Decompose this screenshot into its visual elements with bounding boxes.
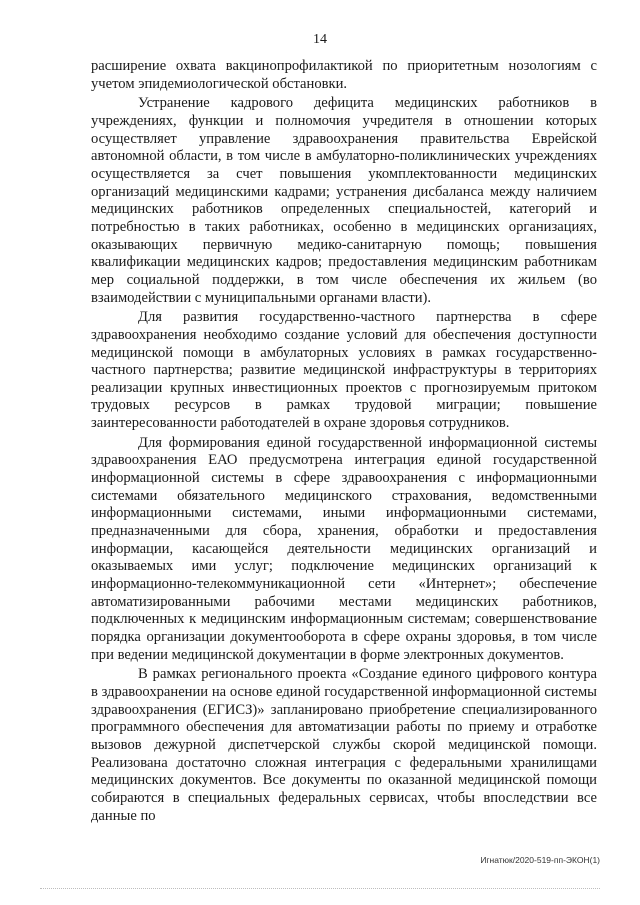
scan-edge-line [40,888,600,889]
document-body [91,58,597,825]
page-number: 14 [313,32,327,47]
paragraph-staffing: Устранение кадрового дефицита медицинских работников в учреждениях, функции и полномочия учредителя в отношении которых осуществляет управление здравоохранения правительства Еврейской автономной области, в том числе в амбулаторно-поликлинических учреждениях осуществляется за счет повышения укомплектованности медицинских организаций медицинскими кадрами; устранения дисбаланса между наличием медицинских работников определенных специальностей, категорий и потребностью в таких работниках, особенно в медицинских организациях, оказывающих первичную медико-санитарную помощь; повышения квалификации медицинских кадров; предоставления медицинским работникам мер социальной поддержки, в том числе обеспечения их жильем (во взаимодействии с муниципальными органами власти). [91,95,597,306]
paragraph-continuation: расширение охвата вакцинопрофилактикой по приоритетным нозологиям с учетом эпидемиологической обстановки. [91,58,597,92]
paragraph-digital-contour: В рамках регионального проекта «Создание единого цифрового контура в здравоохранении на основе единой государственной информационной системы здравоохранения (ЕГИСЗ)» запланировано приобретение специализированного программного обеспечения для автоматизации работы по приему и отработке вызовов дежурной диспетчерской службы скорой медицинской помощи. Реализована достаточно сложная интеграция с федеральными хранилищами медицинских документов. Все документы по оказанной медицинской помощи собираются в специальных федеральных сервисах, чтобы впоследствии все данные по [91,666,597,824]
paragraph-public-private-partnership: Для развития государственно-частного партнерства в сфере здравоохранения необходимо создание условий для обеспечения доступности медицинской помощи в амбулаторных условиях в рамках государственно-частного партнерства; развитие медицинской инфраструктуры в территориях реализации крупных инвестиционных проектов с прогнозируемым притоком трудовых ресурсов в рамках трудовой миграции; повышение заинтересованности работодателей в охране здоровья сотрудников. [91,309,597,432]
paragraph-information-system: Для формирования единой государственной информационной системы здравоохранения ЕАО предусмотрена интеграция единой государственной информационной системы в сфере здравоохранения с информационными системами обязательного медицинского страхования, ведомственными информационными системами, иными информационными системами, предназначенными для сбора, хранения, обработки и предоставления информации, касающейся деятельности медицинских организаций и оказываемых ими услуг; подключение медицинских организаций к информационно-телекоммуникационной сети «Интернет»; обеспечение автоматизированными рабочими местами медицинских работников, подключенных к медицинским информационным системам; совершенствование порядка организации документооборота в сфере охраны здоровья, в том числе при ведении медицинской документации в форме электронных документов. [91,434,597,663]
document-id: Игнатюк/2020-519-пп-ЭКОН(1) [480,855,600,865]
